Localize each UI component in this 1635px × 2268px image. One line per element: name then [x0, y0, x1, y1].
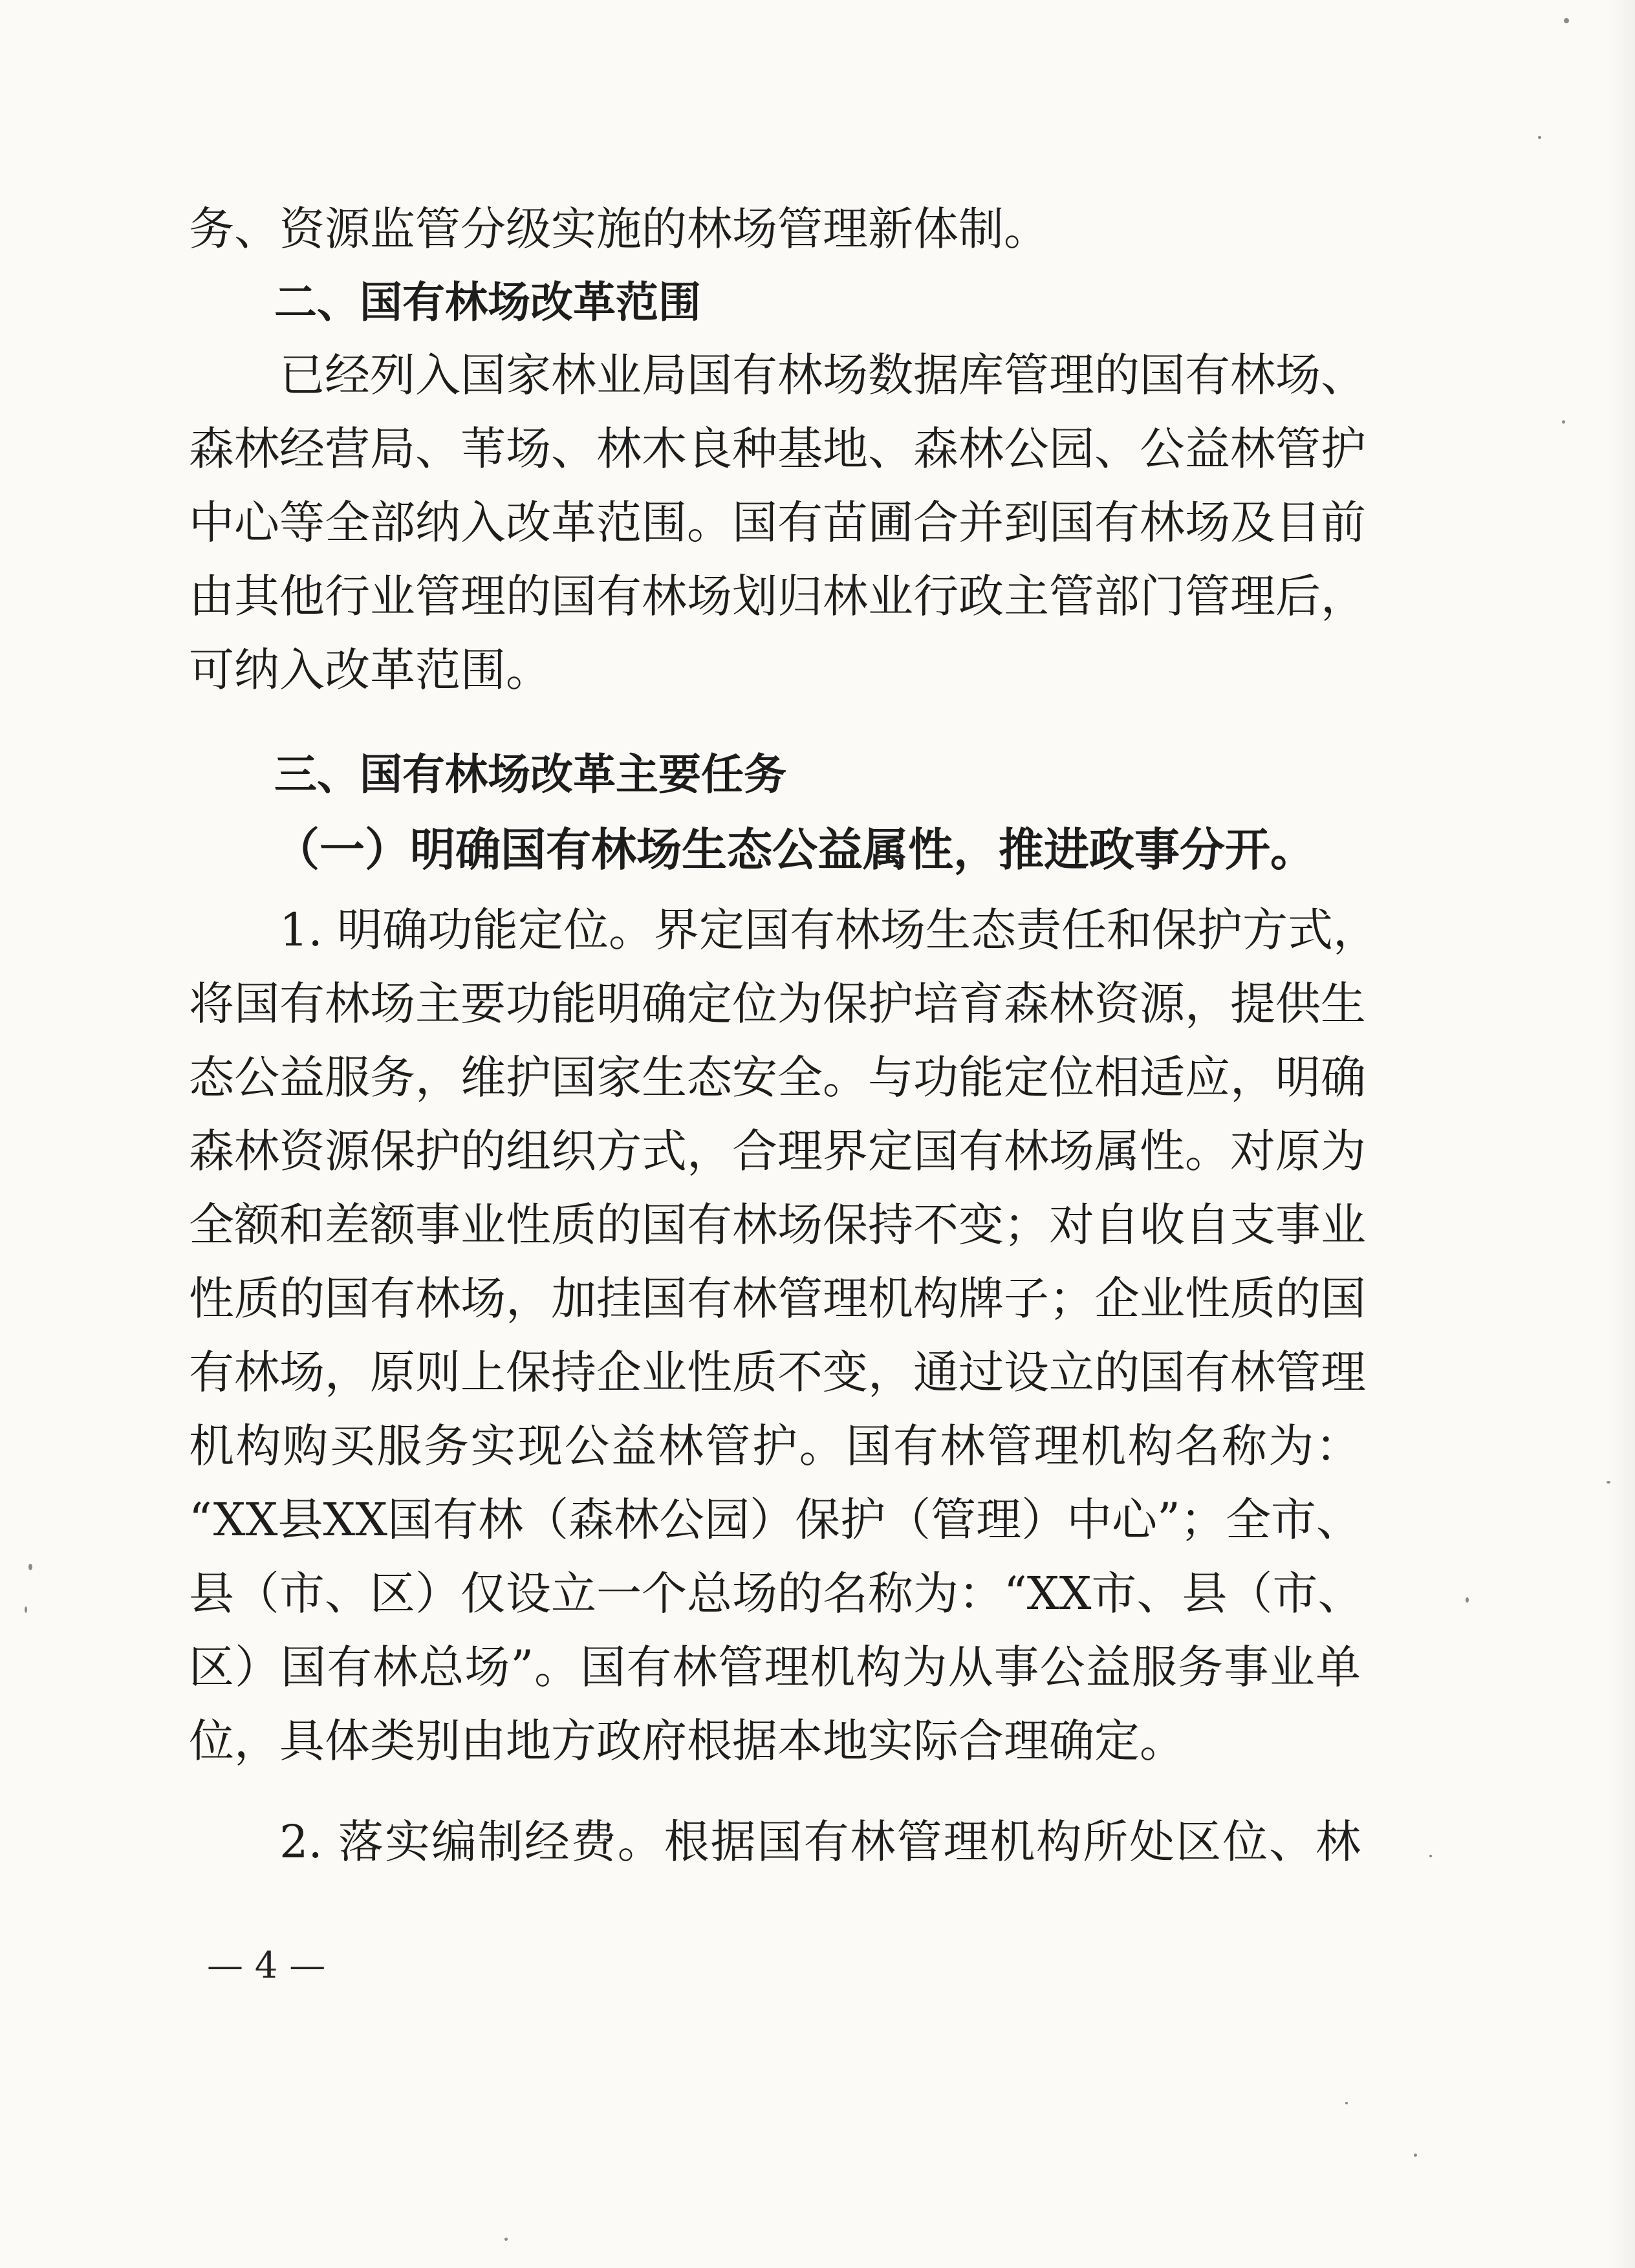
body-line-3: 已经列入国家林业局国有林场数据库管理的国有林场、: [279, 349, 1366, 402]
section-heading-2: 二、国有林场改革范围: [274, 277, 701, 327]
scan-speck: [28, 1564, 32, 1570]
page-number: — 4 —: [207, 1945, 326, 1987]
body-line-18: “XX县XX国有林（森林公园）保护（管理）中心”；全市、: [189, 1493, 1361, 1546]
body-line-13: 森林资源保护的组织方式，合理界定国有林场属性。对原为: [189, 1125, 1366, 1178]
body-line-12: 态公益服务，维护国家生态安全。与功能定位相适应，明确: [189, 1051, 1366, 1104]
body-line-6: 由其他行业管理的国有林场划归林业行政主管部门管理后，: [189, 570, 1366, 623]
body-line-4: 森林经营局、苇场、林木良种基地、森林公园、公益林管护: [189, 422, 1366, 475]
body-line-21: 位，具体类别由地方政府根据本地实际合理确定。: [189, 1714, 1185, 1767]
body-line-22: 2. 落实编制经费。根据国有林管理机构所处区位、林: [279, 1815, 1361, 1868]
scan-speck: [1429, 1855, 1432, 1857]
body-line-19: 县（市、区）仅设立一个总场的名称为：“XX市、县（市、: [189, 1567, 1363, 1620]
subheading-1: （一）明确国有林场生态公益属性，推进政事分开。: [274, 823, 1316, 876]
body-line-5: 中心等全部纳入改革范围。国有苗圃合并到国有林场及目前: [189, 496, 1366, 549]
body-line-10: 1. 明确功能定位。界定国有林场生态责任和保护方式，: [279, 903, 1379, 956]
scan-speck: [1564, 18, 1569, 23]
body-line-1: 务、资源监管分级实施的林场管理新体制。: [189, 202, 1049, 255]
scan-speck: [1414, 2154, 1417, 2157]
body-line-7: 可纳入改革范围。: [189, 643, 551, 697]
body-line-17: 机构购买服务实现公益林管护。国有林管理机构名称为：: [189, 1420, 1361, 1473]
body-line-14: 全额和差额事业性质的国有林场保持不变；对自收自支事业: [189, 1198, 1366, 1251]
body-line-11: 将国有林场主要功能明确定位为保护培育森林资源，提供生: [189, 977, 1366, 1030]
body-line-20: 区）国有林总场”。国有林管理机构为从事公益服务事业单: [189, 1641, 1361, 1694]
scan-speck: [25, 1606, 27, 1613]
scan-speck: [1538, 136, 1541, 139]
scan-speck: [1562, 420, 1565, 424]
scan-speck: [1607, 1481, 1610, 1484]
scan-speck: [1345, 2102, 1348, 2104]
body-line-16: 有林场，原则上保持企业性质不变，通过设立的国有林管理: [189, 1346, 1366, 1399]
scan-speck: [1466, 1597, 1469, 1603]
scan-edge-shadow: [1609, 0, 1635, 2268]
body-line-15: 性质的国有林场，加挂国有林管理机构牌子；企业性质的国: [189, 1272, 1366, 1325]
scan-speck: [504, 2238, 508, 2241]
section-heading-3: 三、国有林场改革主要任务: [274, 750, 786, 799]
